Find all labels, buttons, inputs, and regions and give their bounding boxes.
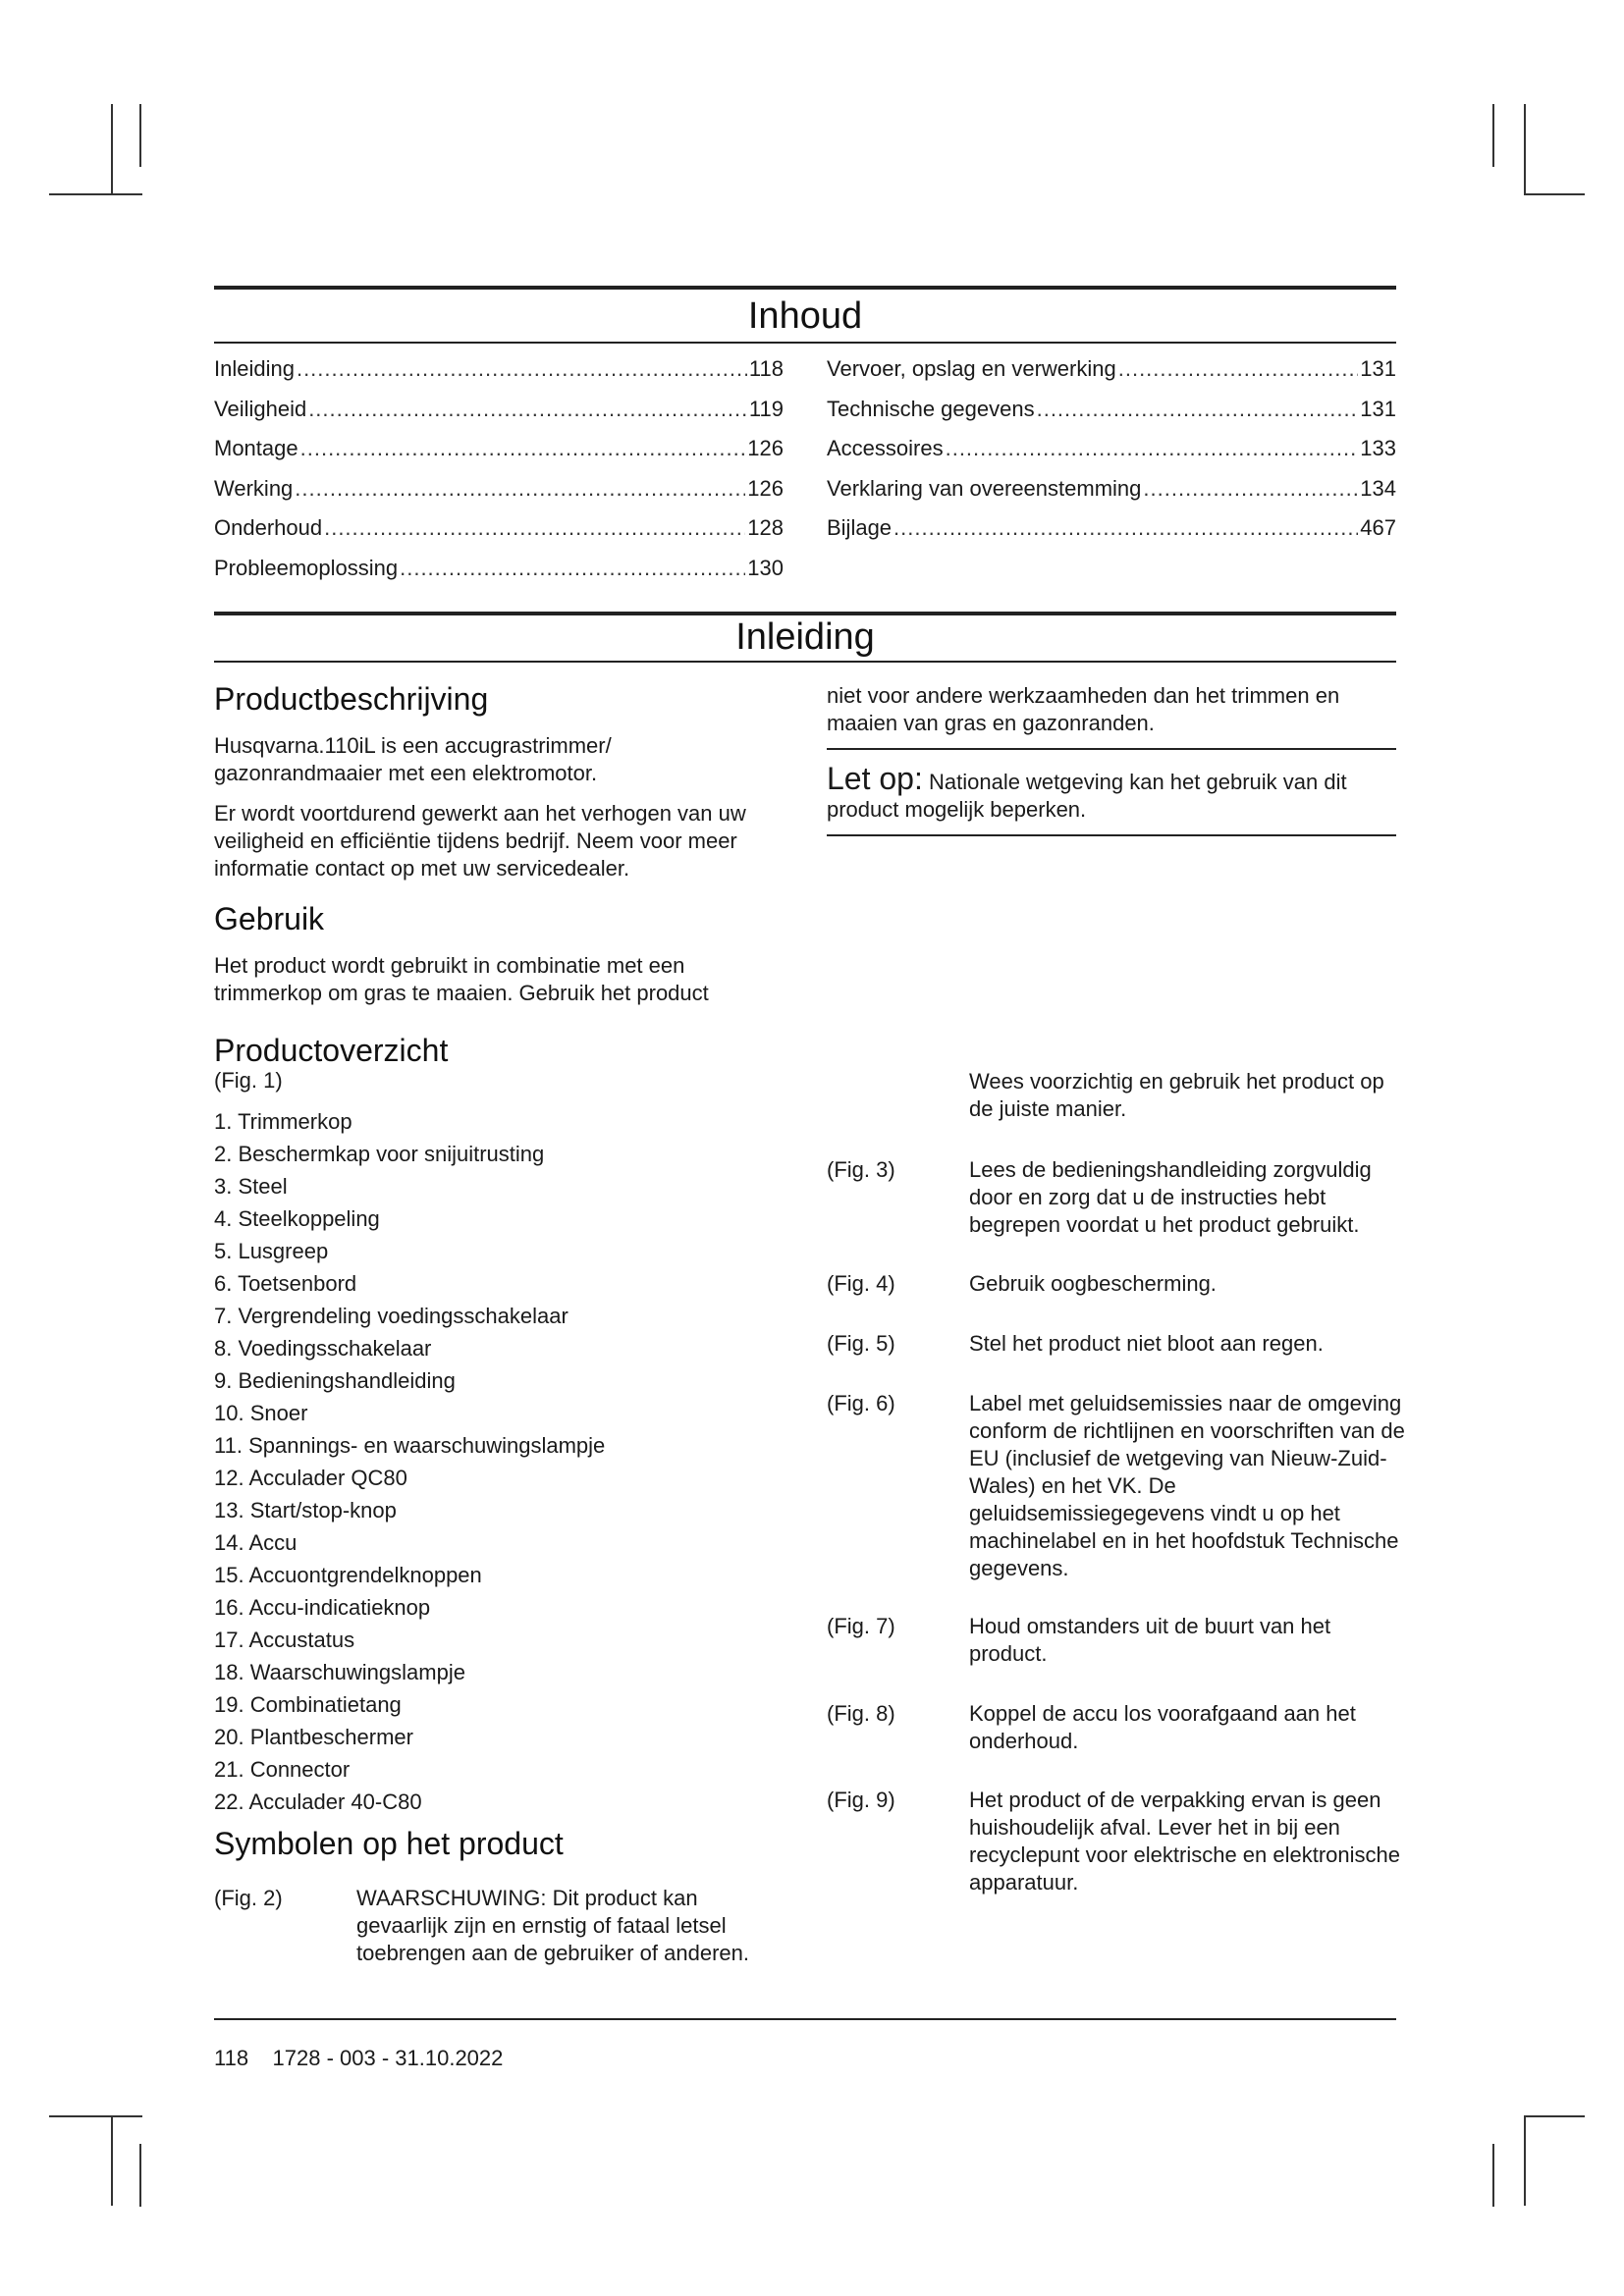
toc-entry[interactable]: Accessoires ..... 133 (827, 434, 1396, 463)
symbol-entry (827, 1613, 1406, 1672)
product-overview-list (214, 1105, 764, 1818)
list-item: 21. Connector (214, 1757, 351, 1782)
list-item: 20. Plantbeschermer (214, 1725, 413, 1749)
symbol-description: Label met geluidsemissies naar de omgeving conform de richtlijnen en voorschriften van de EU (inclusief de wetgeving van Nieuw-Zuid-Wales) en het VK. De geluidsemissiegegevens vindt u op het machinelabel en in het hoofdstuk Technische gegevens. (969, 1391, 1405, 1580)
heading-gebruik: Gebruik (214, 901, 325, 936)
toc-entry[interactable]: Bijlage ..... 467 (827, 513, 1396, 543)
symbol-entry (827, 1390, 1406, 1586)
heading-productbeschrijving: Productbeschrijving (214, 681, 489, 717)
toc-left-column (214, 354, 784, 590)
note (827, 761, 1396, 824)
list-item: 3. Steel (214, 1174, 288, 1199)
symbol-entry (827, 1787, 1406, 1904)
figure-reference: (Fig. 4) (827, 1271, 895, 1296)
toc-entry[interactable]: Werking ..... 126 (214, 474, 784, 504)
list-item: 2. Beschermkap voor snijuitrusting (214, 1142, 545, 1166)
toc-entry[interactable]: Inleiding ..... 118 (214, 354, 784, 384)
list-item: 17. Accustatus (214, 1628, 355, 1652)
section-title-inleiding: Inleiding (735, 616, 875, 658)
note-label: Let op: (827, 761, 923, 796)
symbol-description: Houd omstanders uit de buurt van het product. (969, 1614, 1331, 1666)
figure-reference: (Fig. 7) (827, 1614, 895, 1638)
crop-mark (1524, 193, 1585, 195)
crop-mark (49, 193, 142, 195)
figure-reference: (Fig. 9) (827, 1788, 895, 1812)
toc-entry[interactable]: Veiligheid ..... 119 (214, 395, 784, 424)
list-item: 18. Waarschuwingslampje (214, 1660, 465, 1684)
toc-entry[interactable]: Verklaring van overeenstemming ..... 134 (827, 474, 1396, 504)
figure-reference: (Fig. 1) (214, 1068, 283, 1093)
heading-productoverzicht: Productoverzicht (214, 1033, 449, 1068)
crop-mark (1524, 2115, 1526, 2206)
list-item: 9. Bedieningshandleiding (214, 1368, 456, 1393)
symbol-description: Koppel de accu los voorafgaand aan het onderhoud. (969, 1701, 1356, 1753)
figure-reference: (Fig. 5) (827, 1331, 895, 1356)
crop-mark (49, 2115, 142, 2117)
list-item: 4. Steelkoppeling (214, 1206, 380, 1231)
crop-mark (1492, 104, 1494, 167)
symbol-entry (827, 1700, 1406, 1759)
symbol-description: WAARSCHUWING: Dit product kan gevaarlijk zijn en ernstig of fataal letsel toebrengen aan de gebruiker of anderen. (356, 1886, 749, 1965)
rule-top (214, 286, 1396, 290)
crop-mark (111, 2115, 113, 2206)
toc-right-column (827, 354, 1396, 551)
symbol-entry (214, 1885, 793, 1973)
paragraph: Husqvarna.110iL is een accugrastrimmer/ gazonrandmaaier met een elektromotor. (214, 733, 612, 785)
list-item: 10. Snoer (214, 1401, 308, 1425)
symbol-description: Het product of de verpakking ervan is geen huishoudelijk afval. Lever het in bij een recyclepunt voor elektrische en elektronische apparatuur. (969, 1788, 1401, 1895)
symbol-description: Lees de bedieningshandleiding zorgvuldig door en zorg dat u de instructies hebt begrepen voordat u het product gebruikt. (969, 1157, 1372, 1237)
toc-entry[interactable]: Vervoer, opslag en verwerking ..... 131 (827, 354, 1396, 384)
figure-reference: (Fig. 2) (214, 1886, 283, 1910)
list-item: 22. Acculader 40-C80 (214, 1789, 422, 1814)
paragraph: Het product wordt gebruikt in combinatie met een trimmerkop om gras te maaien. Gebruik het product (214, 953, 709, 1005)
toc-entry[interactable]: Montage ..... 126 (214, 434, 784, 463)
list-item: 12. Acculader QC80 (214, 1466, 407, 1490)
crop-mark (111, 104, 113, 194)
figure-reference: (Fig. 8) (827, 1701, 895, 1726)
toc-entry[interactable]: Onderhoud ..... 128 (214, 513, 784, 543)
toc-entry[interactable]: Technische gegevens ..... 131 (827, 395, 1396, 424)
divider (827, 748, 1396, 750)
list-item: 13. Start/stop-knop (214, 1498, 397, 1522)
list-item: 14. Accu (214, 1530, 298, 1555)
toc-entry[interactable]: Probleemoplossing ..... 130 (214, 554, 784, 583)
list-item: 5. Lusgreep (214, 1239, 329, 1263)
rule (214, 661, 1396, 663)
toc-title: Inhoud (747, 295, 863, 337)
divider (827, 834, 1396, 836)
list-item: 16. Accu-indicatieknop (214, 1595, 431, 1620)
paragraph: Er wordt voortdurend gewerkt aan het verhogen van uw veiligheid en efficiëntie tijdens bedrijf. Neem voor meer informatie contact op met uw servicedealer. (214, 801, 746, 881)
list-item: 19. Combinatietang (214, 1692, 402, 1717)
symbol-description: Gebruik oogbescherming. (969, 1271, 1217, 1296)
crop-mark (1492, 2144, 1494, 2207)
list-item: 11. Spannings- en waarschuwingslampje (214, 1433, 606, 1458)
list-item: 6. Toetsenbord (214, 1271, 357, 1296)
paragraph: niet voor andere werkzaamheden dan het trimmen en maaien van gras en gazonranden. (827, 683, 1340, 735)
crop-mark (139, 2144, 141, 2207)
crop-mark (139, 104, 141, 167)
figure-reference: (Fig. 3) (827, 1157, 895, 1182)
symbol-entry (827, 1270, 1406, 1300)
heading-symbolen: Symbolen op het product (214, 1826, 564, 1861)
symbol-entry (827, 1330, 1406, 1360)
paragraph: Wees voorzichtig en gebruik het product op de juiste manier. (969, 1069, 1384, 1121)
list-item: 8. Voedingsschakelaar (214, 1336, 432, 1361)
crop-mark (1524, 104, 1526, 194)
rule (214, 342, 1396, 344)
figure-reference: (Fig. 6) (827, 1391, 895, 1415)
list-item: 15. Accuontgrendelknoppen (214, 1563, 482, 1587)
symbol-description: Stel het product niet bloot aan regen. (969, 1331, 1324, 1356)
note-text: Nationale wetgeving kan het gebruik van dit product mogelijk beperken. (827, 770, 1347, 822)
crop-mark (1524, 2115, 1585, 2117)
symbol-entry (827, 1156, 1406, 1245)
list-item: 1. Trimmerkop (214, 1109, 352, 1134)
footer-rule (214, 2018, 1396, 2020)
list-item: 7. Vergrendeling voedingsschakelaar (214, 1304, 568, 1328)
page-footer: 118 1728 - 003 - 31.10.2022 (214, 2046, 504, 2070)
